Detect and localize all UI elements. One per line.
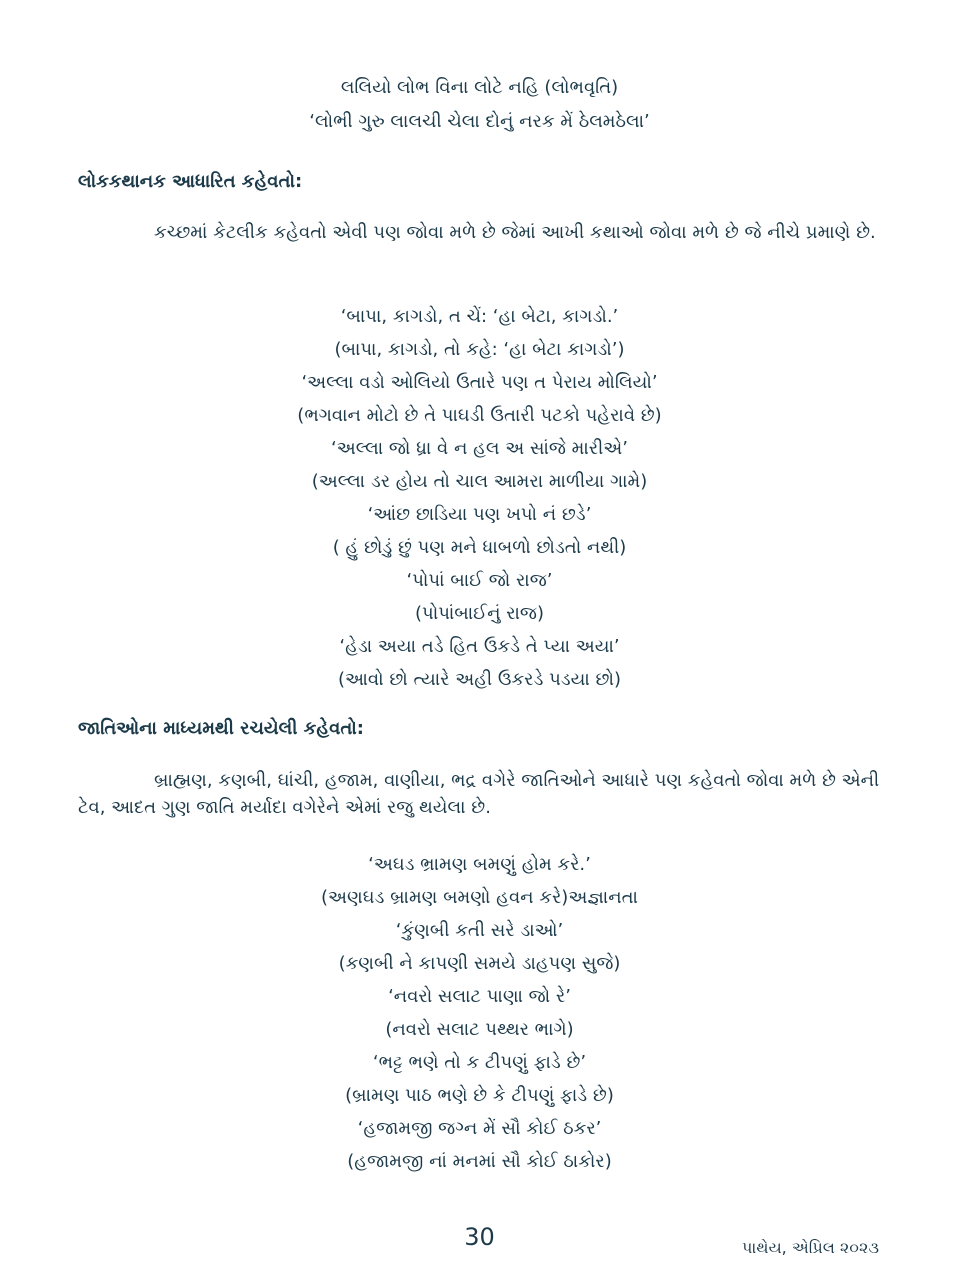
section2-line-10: (હજામજી નાં મનમાં સૌ કોઈ ઠાકોર)	[347, 1151, 612, 1172]
page-number: 30	[464, 1223, 495, 1251]
section1-line-4: (ભગવાન મોટો છે તે પાઘડી ઉતારી પટકો પહેરાવે છે)	[297, 405, 662, 426]
intro-line-2: ‘લોભી ગુરુ લાલચી ચેલા દોનું નરક મેં ઠેલમઠેલા’	[309, 111, 650, 132]
section2-line-3: ‘કુંણબી કતી સરે ડાઓ’	[395, 920, 564, 941]
section2-line-4: (કણબી ને કાપણી સમયે ડાહપણ સુજે)	[338, 953, 621, 974]
section1-line-3: ‘અલ્લા વડો ઓલિયો ઉતારે પણ ત પેરાય મોલિયો’	[301, 372, 658, 393]
section1-heading: લોકકથાનક આધારિત કહેવતો:	[78, 171, 303, 192]
section1-line-5: ‘અલ્લા જો ધ્રા વે ન હલ અ સાંજે મારીએ’	[331, 438, 628, 459]
intro-line-1: લલિયો લોભ વિના લોટે નહિ (લોભવૃતિ)	[340, 77, 619, 98]
section1-line-7: ‘આંછ છાડિયા પણ ખપો નં છડે’	[367, 504, 592, 525]
section2-paragraph	[78, 767, 883, 821]
section1-line-1: ‘બાપા, કાગડો, ત ચેં: ‘હા બેટા, કાગડો.’	[340, 306, 619, 327]
section1-line-2: (બાપા, કાગડો, તો કહે: ‘હા બેટા કાગડો’)	[334, 339, 625, 360]
section2-paragraph-text: બ્રાહ્મણ, કણબી, ઘાંચી, હજામ, વાણીયા, ભદ્ર વગેરે જાતિઓને આધારે પણ કહેવતો જોવા મળે છે એની ટેવ, આદત ગુણ જાતિ મર્યાદા વગેરેને એમાં રજુ થયેલા છે.	[78, 770, 880, 818]
section2-heading: જાતિઓના માધ્યમથી રચયેલી કહેવતો:	[78, 718, 364, 739]
section1-line-8: ( હું છોડું છું પણ મને ધાબળો છોડતો નથી)	[332, 537, 627, 558]
section1-paragraph-text: કચ્છમાં કેટલીક કહેવતો એવી પણ જોવા મળે છે જેમાં આખી કથાઓ જોવા મળે છે જે નીચે પ્રમાણે છે.	[154, 222, 876, 243]
section2-line-2: (અણઘડ બ્રામણ બમણો હવન કરે)અજ્ઞાનતા	[321, 887, 638, 908]
section1-line-9: ‘પોપાં બાઈ જો રાજ’	[406, 570, 553, 591]
section2-line-1: ‘અઘડ ભ્રામણ બમણું હોમ કરે.’	[368, 854, 591, 875]
section2-line-8: (બ્રામણ પાઠ ભણે છે કે ટીપણું ફાડે છે)	[345, 1085, 614, 1106]
section2-line-7: ‘ભટ્ટ ભણે તો ક ટીપણું ફાડે છે’	[372, 1052, 587, 1073]
section1-line-11: ‘હેડા અયા તડે હિત ઉકડે તે પ્યા અયા’	[339, 636, 620, 657]
section2-line-9: ‘હજામજી જગ્ન મેં સૌ કોઈ ઠકર’	[357, 1118, 602, 1139]
section1-paragraph	[78, 219, 883, 246]
section1-line-10: (પોપાંબાઈનું રાજ)	[415, 603, 544, 624]
section2-line-6: (નવરો સલાટ પથ્થર ભાગે)	[385, 1019, 574, 1040]
publication-footer: પાથેય, એપ્રિલ ૨૦૨૩	[742, 1238, 879, 1257]
section1-line-6: (અલ્લા ડર હોય તો ચાલ આમરા માળીયા ગામે)	[311, 471, 648, 492]
section2-line-5: ‘નવરો સલાટ પાણા જો રે’	[388, 986, 571, 1007]
section1-line-12: (આવો છો ત્યારે અહી ઉકરડે પડયા છો)	[338, 669, 621, 690]
